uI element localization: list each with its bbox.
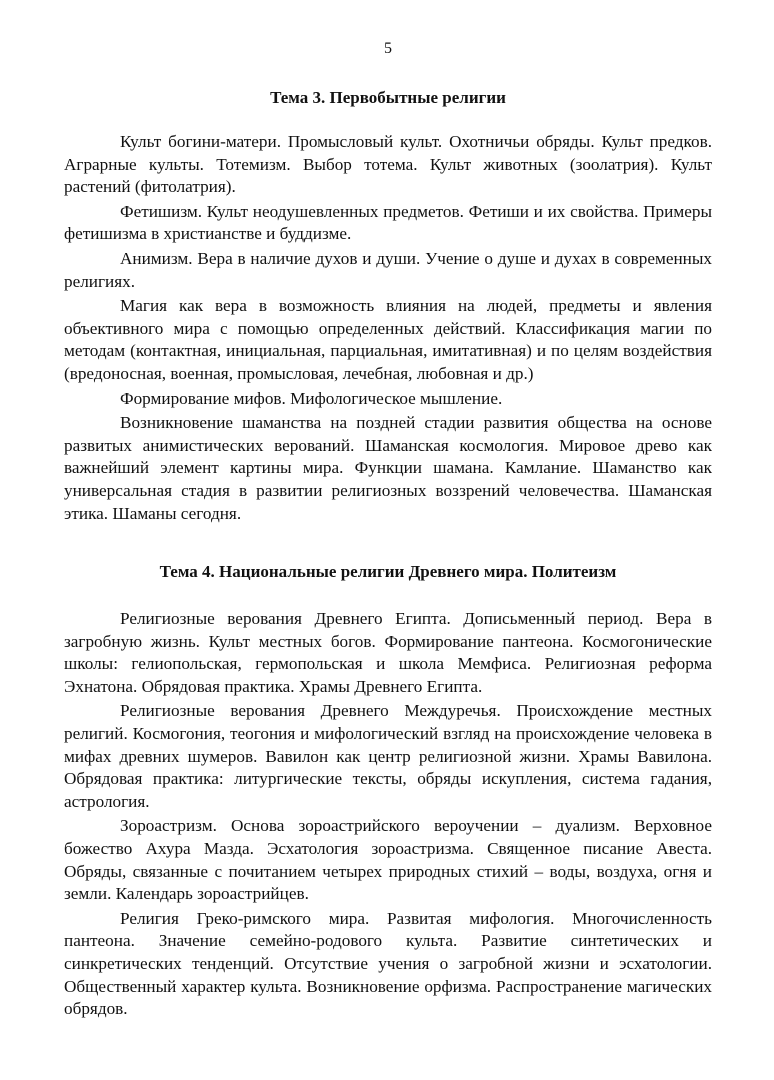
paragraph: Зороастризм. Основа зороастрийского вероучении – дуализм. Верховное божество Ахура Мазда. Эсхатология зороастризма. Священное писание Авеста. Обряды, связанные с почитанием четырех природных стихий – воды, воздуха, огня и земли. Календарь зороастрийцев. (64, 816, 712, 904)
section-body-topic-4 (64, 608, 712, 1023)
paragraph: Фетишизм. Культ неодушевленных предметов. Фетиши и их свойства. Примеры фетишизма в христианстве и буддизме. (64, 201, 712, 244)
document-page (64, 0, 712, 1080)
section-body-topic-3 (64, 131, 712, 527)
paragraph: Возникновение шаманства на поздней стадии развития общества на основе развитых анимистических верований. Шаманская космология. Мировое древо как важнейший элемент картины мира. Функции шамана. Камлание. Шаманство как универсальная стадия в развитии религиозных воззрений человечества. Шаманская этика. Шаманы сегодня. (64, 413, 712, 523)
paragraph: Религиозные верования Древнего Междуречья. Происхождение местных религий. Космогония, теогония и мифологический взгляд на происхождение человека в мифах древних шумеров. Вавилон как центр религиозной жизни. Храмы Вавилона. Обрядовая практика: литургические тексты, обряды искупления, система гадания, астрология. (64, 701, 712, 811)
paragraph: Анимизм. Вера в наличие духов и души. Учение о душе и духах в современных религиях. (64, 248, 712, 291)
page-number: 5 (384, 40, 392, 57)
paragraph: Магия как вера в возможность влияния на людей, предметы и явления объективного мира с помощью определенных действий. Классификация магии по методам (контактная, инициальная, парциальная, имитативная) и по целям воздействия (вредоносная, военная, промысловая, лечебная, любовная и др.) (64, 296, 712, 383)
section-title-topic-4: Тема 4. Национальные религии Древнего мира. Политеизм (159, 562, 617, 581)
paragraph: Религиозные верования Древнего Египта. Дописьменный период. Вера в загробную жизнь. Культ местных богов. Формирование пантеона. Космогонические школы: гелиопольская, гермопольская и школа Мемфиса. Религиозная реформа Эхнатона. Обрядовая практика. Храмы Древнего Египта. (64, 609, 712, 696)
paragraph: Религия Греко-римского мира. Развитая мифология. Многочисленность пантеона. Значение семейно-родового культа. Развитие синтетических и синкретических тенденций. Отсутствие учения о загробной жизни и эсхатологии. Общественный характер культа. Возникновение орфизма. Распространение магических обрядов. (64, 908, 712, 1019)
paragraph: Формирование мифов. Мифологическое мышление. (120, 388, 503, 408)
section-title-topic-3: Тема 3. Первобытные религии (270, 88, 506, 107)
paragraph: Культ богини-матери. Промысловый культ. Охотничьи обряды. Культ предков. Аграрные культы. Тотемизм. Выбор тотема. Культ животных (зоолатрия). Культ растений (фитолатрия). (64, 132, 712, 197)
